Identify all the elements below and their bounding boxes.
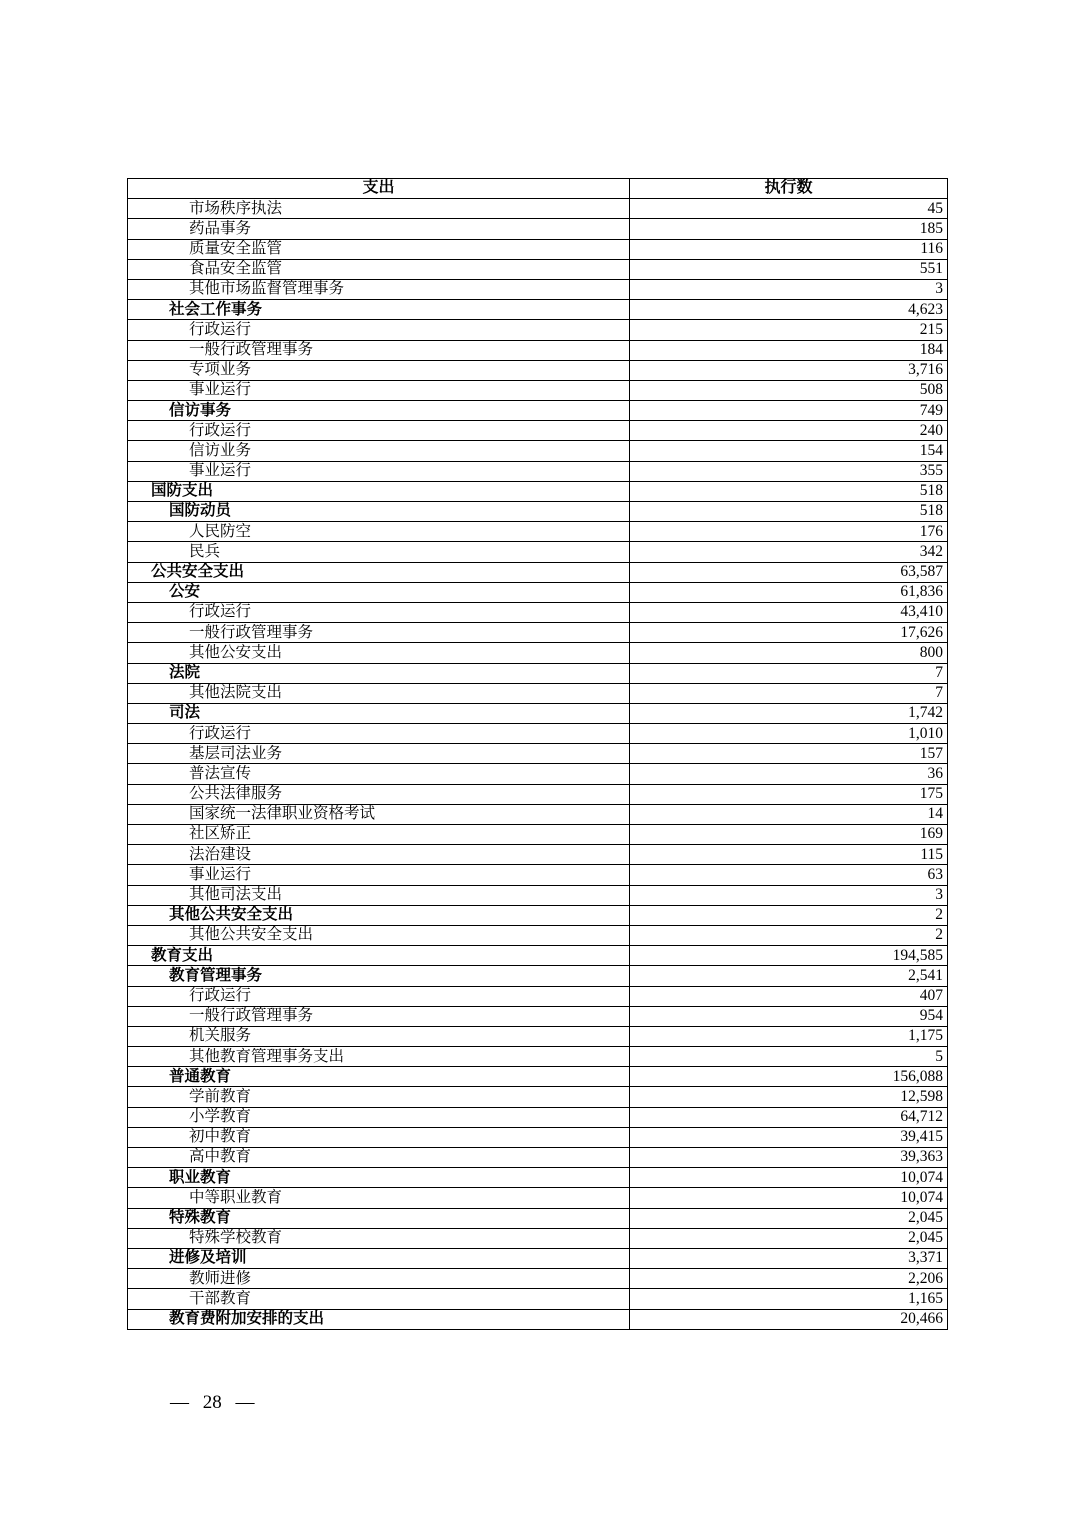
execution-value: 800 (630, 643, 948, 663)
execution-value: 39,363 (630, 1148, 948, 1168)
expenditure-label: 社区矫正 (128, 825, 630, 845)
execution-value: 63 (630, 865, 948, 885)
table-row (128, 602, 948, 622)
execution-value: 4,623 (630, 300, 948, 320)
expenditure-label: 一般行政管理事务 (128, 340, 630, 360)
execution-value: 175 (630, 784, 948, 804)
execution-value: 194,585 (630, 946, 948, 966)
table-row (128, 300, 948, 320)
table-row (128, 1248, 948, 1268)
expenditure-label: 小学教育 (128, 1107, 630, 1127)
execution-value: 7 (630, 663, 948, 683)
expenditure-label: 事业运行 (128, 865, 630, 885)
table-row (128, 663, 948, 683)
table-row (128, 784, 948, 804)
table-row (128, 259, 948, 279)
expenditure-label: 质量安全监管 (128, 239, 630, 259)
table-row (128, 1208, 948, 1228)
table-row (128, 481, 948, 501)
table-row (128, 401, 948, 421)
execution-value: 169 (630, 825, 948, 845)
execution-value: 1,742 (630, 703, 948, 723)
execution-value: 1,165 (630, 1289, 948, 1309)
execution-value: 154 (630, 441, 948, 461)
table-row (128, 582, 948, 602)
execution-value: 12,598 (630, 1087, 948, 1107)
execution-value: 185 (630, 219, 948, 239)
budget-table (127, 178, 948, 1330)
execution-value: 36 (630, 764, 948, 784)
expenditure-label: 公安 (128, 582, 630, 602)
expenditure-label: 人民防空 (128, 522, 630, 542)
table-row (128, 1107, 948, 1127)
expenditure-label: 食品安全监管 (128, 259, 630, 279)
execution-value: 176 (630, 522, 948, 542)
expenditure-label: 基层司法业务 (128, 744, 630, 764)
execution-value: 61,836 (630, 582, 948, 602)
execution-value: 2,045 (630, 1228, 948, 1248)
table-row (128, 320, 948, 340)
expenditure-label: 其他公共安全支出 (128, 905, 630, 925)
execution-value: 355 (630, 461, 948, 481)
expenditure-label: 市场秩序执法 (128, 199, 630, 219)
expenditure-label: 其他市场监督管理事务 (128, 279, 630, 299)
execution-value: 10,074 (630, 1188, 948, 1208)
expenditure-label: 中等职业教育 (128, 1188, 630, 1208)
execution-value: 10,074 (630, 1168, 948, 1188)
table-row (128, 522, 948, 542)
execution-value: 116 (630, 239, 948, 259)
execution-value: 157 (630, 744, 948, 764)
expenditure-label: 教师进修 (128, 1269, 630, 1289)
table-row (128, 986, 948, 1006)
execution-value: 20,466 (630, 1309, 948, 1329)
execution-value: 2,541 (630, 966, 948, 986)
execution-value: 3 (630, 885, 948, 905)
expenditure-label: 信访事务 (128, 401, 630, 421)
table-row (128, 421, 948, 441)
execution-value: 2,206 (630, 1269, 948, 1289)
table-row (128, 199, 948, 219)
execution-value: 2,045 (630, 1208, 948, 1228)
table-row (128, 219, 948, 239)
table-row (128, 825, 948, 845)
table-row (128, 764, 948, 784)
expenditure-label: 高中教育 (128, 1148, 630, 1168)
expenditure-label: 特殊教育 (128, 1208, 630, 1228)
execution-value: 954 (630, 1006, 948, 1026)
table-row (128, 1127, 948, 1147)
table-row (128, 502, 948, 522)
execution-value: 1,175 (630, 1026, 948, 1046)
expenditure-label: 其他公共安全支出 (128, 925, 630, 945)
execution-value: 5 (630, 1047, 948, 1067)
execution-value: 14 (630, 804, 948, 824)
expenditure-label: 其他法院支出 (128, 683, 630, 703)
expenditure-label: 事业运行 (128, 461, 630, 481)
header-row (128, 179, 948, 199)
execution-value: 407 (630, 986, 948, 1006)
expenditure-label: 干部教育 (128, 1289, 630, 1309)
table-row (128, 239, 948, 259)
expenditure-label: 公共法律服务 (128, 784, 630, 804)
execution-value: 156,088 (630, 1067, 948, 1087)
execution-value: 39,415 (630, 1127, 948, 1147)
col-header-expenditure: 支出 (128, 179, 630, 199)
table-row (128, 1047, 948, 1067)
expenditure-label: 学前教育 (128, 1087, 630, 1107)
expenditure-label: 行政运行 (128, 602, 630, 622)
table-row (128, 562, 948, 582)
table-row (128, 885, 948, 905)
table-row (128, 744, 948, 764)
expenditure-label: 药品事务 (128, 219, 630, 239)
execution-value: 17,626 (630, 623, 948, 643)
table-row (128, 340, 948, 360)
expenditure-label: 普法宣传 (128, 764, 630, 784)
table-row (128, 804, 948, 824)
expenditure-label: 进修及培训 (128, 1248, 630, 1268)
table-row (128, 1026, 948, 1046)
expenditure-label: 机关服务 (128, 1026, 630, 1046)
table-row (128, 1309, 948, 1329)
expenditure-label: 法治建设 (128, 845, 630, 865)
expenditure-label: 初中教育 (128, 1127, 630, 1147)
expenditure-label: 其他教育管理事务支出 (128, 1047, 630, 1067)
table-row (128, 845, 948, 865)
execution-value: 45 (630, 199, 948, 219)
table-row (128, 1289, 948, 1309)
expenditure-label: 其他司法支出 (128, 885, 630, 905)
expenditure-label: 专项业务 (128, 360, 630, 380)
expenditure-label: 行政运行 (128, 421, 630, 441)
table-row (128, 1228, 948, 1248)
expenditure-label: 国防支出 (128, 481, 630, 501)
table-row (128, 360, 948, 380)
expenditure-label: 其他公安支出 (128, 643, 630, 663)
execution-value: 342 (630, 542, 948, 562)
expenditure-label: 信访业务 (128, 441, 630, 461)
execution-value: 115 (630, 845, 948, 865)
execution-value: 3,716 (630, 360, 948, 380)
table-row (128, 542, 948, 562)
expenditure-label: 社会工作事务 (128, 300, 630, 320)
execution-value: 215 (630, 320, 948, 340)
execution-value: 43,410 (630, 602, 948, 622)
expenditure-label: 特殊学校教育 (128, 1228, 630, 1248)
table-row (128, 683, 948, 703)
execution-value: 3 (630, 279, 948, 299)
table-row (128, 1087, 948, 1107)
expenditure-label: 一般行政管理事务 (128, 1006, 630, 1026)
expenditure-label: 一般行政管理事务 (128, 623, 630, 643)
expenditure-label: 司法 (128, 703, 630, 723)
execution-value: 3,371 (630, 1248, 948, 1268)
execution-value: 518 (630, 502, 948, 522)
table-row (128, 865, 948, 885)
execution-value: 518 (630, 481, 948, 501)
table-row (128, 623, 948, 643)
execution-value: 551 (630, 259, 948, 279)
expenditure-label: 教育管理事务 (128, 966, 630, 986)
table-row (128, 441, 948, 461)
execution-value: 1,010 (630, 724, 948, 744)
table-row (128, 905, 948, 925)
execution-value: 64,712 (630, 1107, 948, 1127)
expenditure-label: 行政运行 (128, 986, 630, 1006)
execution-value: 2 (630, 925, 948, 945)
execution-value: 2 (630, 905, 948, 925)
expenditure-label: 事业运行 (128, 380, 630, 400)
table-row (128, 925, 948, 945)
table-row (128, 380, 948, 400)
execution-value: 240 (630, 421, 948, 441)
expenditure-label: 教育支出 (128, 946, 630, 966)
expenditure-label: 国家统一法律职业资格考试 (128, 804, 630, 824)
table-row (128, 966, 948, 986)
table-row (128, 703, 948, 723)
table-row (128, 1006, 948, 1026)
table-row (128, 724, 948, 744)
col-header-execution: 执行数 (630, 179, 948, 199)
table-row (128, 1269, 948, 1289)
execution-value: 749 (630, 401, 948, 421)
table-row (128, 1188, 948, 1208)
expenditure-label: 教育费附加安排的支出 (128, 1309, 630, 1329)
execution-value: 7 (630, 683, 948, 703)
expenditure-label: 职业教育 (128, 1168, 630, 1188)
table-row (128, 279, 948, 299)
table-row (128, 1067, 948, 1087)
expenditure-label: 行政运行 (128, 724, 630, 744)
expenditure-label: 民兵 (128, 542, 630, 562)
table-row (128, 1148, 948, 1168)
table-row (128, 643, 948, 663)
execution-value: 184 (630, 340, 948, 360)
table-row (128, 1168, 948, 1188)
table-row (128, 946, 948, 966)
expenditure-label: 公共安全支出 (128, 562, 630, 582)
page-number: — 28 — (170, 1392, 255, 1413)
table-body (128, 199, 948, 1330)
table-row (128, 461, 948, 481)
execution-value: 508 (630, 380, 948, 400)
execution-value: 63,587 (630, 562, 948, 582)
expenditure-label: 行政运行 (128, 320, 630, 340)
expenditure-label: 国防动员 (128, 502, 630, 522)
expenditure-label: 普通教育 (128, 1067, 630, 1087)
expenditure-label: 法院 (128, 663, 630, 683)
